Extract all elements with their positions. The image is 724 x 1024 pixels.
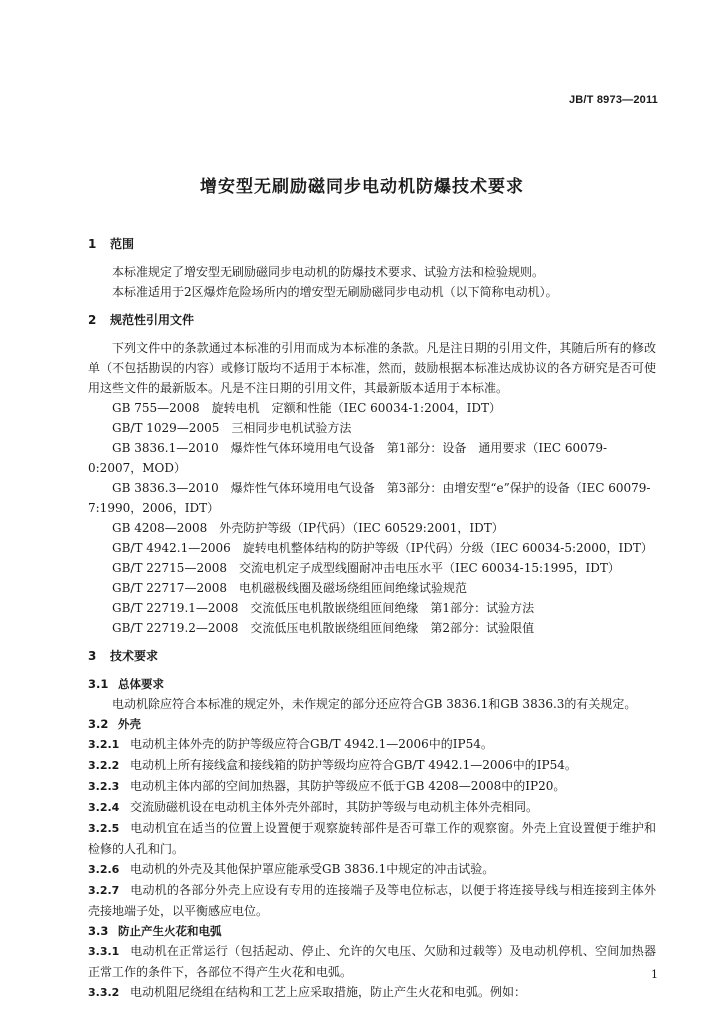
section-3-heading: [88, 646, 656, 666]
paragraph: 本标准规定了增安型无刷励磁同步电动机的防爆技术要求、试验方法和检验规则。: [112, 265, 545, 279]
clause-text: 电动机宜在适当的位置上设置便于观察旋转部件是否可靠工作的观察窗。外壳上宜设置便于维护和检修的人孔和门。: [88, 821, 656, 856]
subsection-number: 3.1: [88, 677, 109, 691]
section-title: 范围: [110, 237, 135, 251]
paragraph: 电动机除应符合本标准的规定外，未作规定的部分还应符合GB 3836.1和GB 3836.3的有关规定。: [112, 697, 637, 711]
reference-item: GB/T 22719.2—2008 交流低压电机散嵌绕组匝间绝缘 第2部分：试验限值: [112, 621, 535, 635]
section-number: 2: [88, 313, 97, 327]
clause-text: 电动机的外壳及其他保护罩应能承受GB 3836.1中规定的冲击试验。: [130, 862, 495, 876]
clause-number: 3.2.2: [88, 759, 120, 772]
reference-item: GB 3836.3—2010 爆炸性气体环境用电气设备 第3部分：由增安型“e”保护的设备（IEC 60079-7:1990，2006，IDT）: [88, 481, 651, 515]
clause-text: 电动机主体外壳的防护等级应符合GB/T 4942.1—2006中的IP54。: [130, 737, 493, 751]
reference-item: GB/T 22719.1—2008 交流低压电机散嵌绕组匝间绝缘 第1部分：试验方法: [112, 601, 535, 615]
clause-number: 3.2.7: [88, 884, 120, 897]
clause-text: 交流励磁机设在电动机主体外壳外部时，其防护等级与电动机主体外壳相同。: [130, 800, 539, 814]
clause-item: [88, 797, 656, 818]
section-1-heading: [88, 234, 656, 254]
reference-item: GB/T 1029—2005 三相同步电机试验方法: [112, 421, 352, 435]
clause-number: 3.2.4: [88, 801, 120, 814]
clause-number: 3.2.6: [88, 863, 120, 876]
paragraph: 下列文件中的条款通过本标准的引用而成为本标准的条款。凡是注日期的引用文件，其随后所有的修改单（不包括勘误的内容）或修订版均不适用于本标准，然而，鼓励根据本标准达成协议的各方研究是否可使用这些文件的最新版本。凡是不注日期的引用文件，其最新版本适用于本标准。: [88, 341, 656, 395]
clause-text: 电动机上所有接线盒和接线箱的防护等级均应符合GB/T 4942.1—2006中的IP54。: [130, 758, 577, 772]
subsection-number: 3.2: [88, 717, 109, 731]
clause-item: [88, 982, 656, 1003]
subsection-number: 3.3: [88, 924, 109, 938]
clause-number: 3.3.1: [88, 945, 120, 958]
section-number: 3: [88, 649, 97, 663]
reference-item: GB/T 4942.1—2006 旋转电机整体结构的防护等级（IP代码）分级（IEC 60034-5:2000，IDT）: [112, 541, 653, 555]
section-2-heading: [88, 310, 656, 330]
document-title: 增安型无刷励磁同步电动机防爆技术要求: [200, 177, 524, 197]
paragraph: 本标准适用于2区爆炸危险场所内的增安型无刷励磁同步电动机（以下简称电动机）。: [112, 285, 558, 299]
section-title: 规范性引用文件: [110, 313, 195, 327]
subsection-3-1-heading: [88, 674, 656, 694]
reference-item: GB 755—2008 旋转电机 定额和性能（IEC 60034-1:2004，IDT）: [112, 401, 501, 415]
standard-number: JB/T 8973—2011: [568, 94, 658, 106]
section-title: 技术要求: [110, 649, 159, 663]
clause-item: [88, 941, 656, 982]
clause-number: 3.2.5: [88, 822, 120, 835]
subsection-3-2-heading: [88, 714, 656, 734]
reference-item: GB 3836.1—2010 爆炸性气体环境用电气设备 第1部分：设备 通用要求（IEC 60079-0:2007，MOD）: [88, 441, 608, 475]
clause-text: 电动机在正常运行（包括起动、停止、允许的欠电压、欠励和过载等）及电动机停机、空间加热器正常工作的条件下，各部位不得产生火花和电弧。: [88, 944, 656, 979]
clause-item: [88, 755, 656, 776]
reference-item: GB/T 22717—2008 电机磁极线圈及磁场绕组匝间绝缘试验规范: [112, 581, 467, 595]
subsection-3-3-heading: [88, 921, 656, 941]
section-number: 1: [88, 237, 97, 251]
document-body: [88, 226, 656, 1003]
clause-text: 电动机主体内部的空间加热器，其防护等级应不低于GB 4208—2008中的IP20。: [130, 779, 566, 793]
reference-item: GB/T 22715—2008 交流电机定子成型线圈耐冲击电压水平（IEC 60034-15:1995，IDT）: [112, 561, 620, 575]
clause-text: 电动机的各部分外壳上应设有专用的连接端子及等电位标志，以便于将连接导线与相连接到主体外壳接地端子处，以平衡感应电位。: [88, 883, 656, 918]
subsection-title: 总体要求: [118, 677, 164, 691]
reference-item: GB 4208—2008 外壳防护等级（IP代码）（IEC 60529:2001，IDT）: [112, 521, 504, 535]
clause-item: [88, 859, 656, 880]
clause-item: [88, 776, 656, 797]
subsection-title: 外壳: [118, 717, 141, 731]
clause-item: [88, 818, 656, 859]
clause-number: 3.2.1: [88, 738, 120, 751]
subsection-title: 防止产生火花和电弧: [118, 924, 222, 938]
clause-item: [88, 734, 656, 755]
clause-number: 3.2.3: [88, 780, 120, 793]
page-number: 1: [651, 968, 658, 981]
clause-text: 电动机阻尼绕组在结构和工艺上应采取措施，防止产生火花和电弧。例如：: [130, 985, 527, 999]
clause-number: 3.3.2: [88, 986, 120, 999]
clause-item: [88, 880, 656, 921]
